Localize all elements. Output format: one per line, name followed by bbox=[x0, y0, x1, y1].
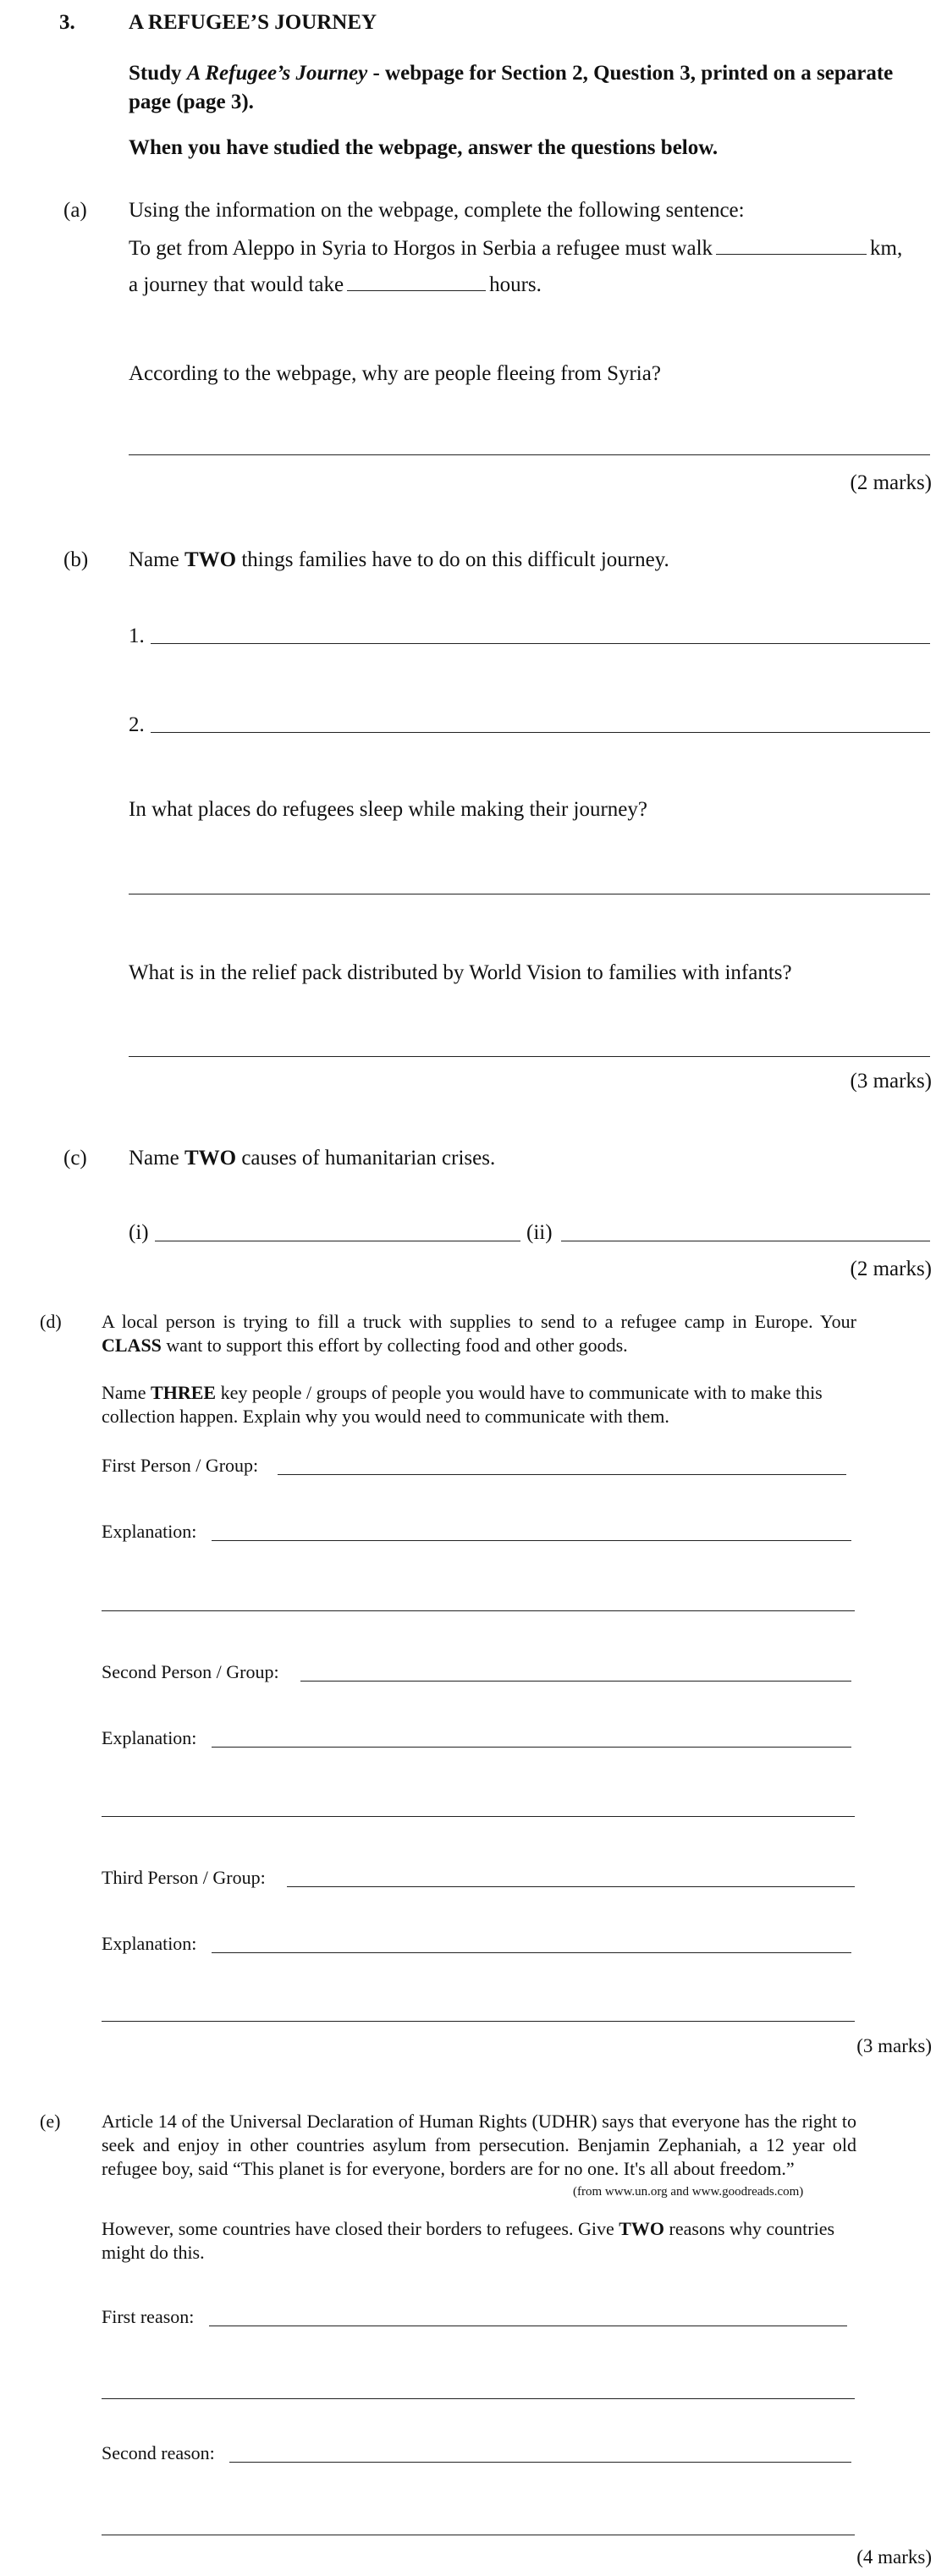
third-explanation-line-2[interactable] bbox=[102, 2021, 855, 2022]
part-b-item-1-line[interactable] bbox=[151, 643, 930, 644]
third-person-line[interactable] bbox=[287, 1886, 855, 1887]
para2-post: reasons why countries might do this. bbox=[102, 2218, 835, 2263]
second-reason-line[interactable] bbox=[229, 2462, 851, 2463]
part-c-marks: (2 marks) bbox=[850, 1258, 932, 1280]
para1-post: want to support this effort by collecting food and other goods. bbox=[161, 1335, 628, 1356]
part-a-prompt: Using the information on the webpage, complete the following sentence: bbox=[129, 199, 745, 222]
intro-italic: A Refugee’s Journey bbox=[186, 62, 368, 85]
second-person-line[interactable] bbox=[300, 1681, 851, 1682]
sentence-1-pre: To get from Aleppo in Syria to Horgos in Serbia a refugee must walk bbox=[129, 237, 713, 260]
second-explanation-line-2[interactable] bbox=[102, 1816, 855, 1817]
hours-answer-field[interactable] bbox=[347, 290, 486, 291]
part-a-marks: (2 marks) bbox=[850, 471, 932, 494]
part-a-question-2: According to the webpage, why are people fleeing from Syria? bbox=[129, 362, 661, 385]
part-b-question-2: In what places do refugees sleep while making their journey? bbox=[129, 798, 647, 821]
para2-bold: THREE bbox=[151, 1382, 217, 1403]
part-b-question-3: What is in the relief pack distributed by World Vision to families with infants? bbox=[129, 961, 792, 984]
part-d-paragraph-1 bbox=[102, 1310, 856, 1357]
para2-pre: Name bbox=[102, 1382, 151, 1403]
part-c-label: (c) bbox=[63, 1147, 87, 1170]
third-explanation-label: Explanation: bbox=[102, 1933, 197, 1954]
part-b-question-3-line[interactable] bbox=[129, 1056, 930, 1057]
part-a-label: (a) bbox=[63, 199, 87, 222]
part-c-i-label: (i) bbox=[129, 1221, 149, 1244]
para1-pre: A local person is trying to fill a truck with supplies to send to a refugee camp in Europe. Your bbox=[102, 1311, 856, 1332]
first-reason-line-2[interactable] bbox=[102, 2398, 855, 2399]
first-person-label: First Person / Group: bbox=[102, 1455, 259, 1476]
part-e-paragraph-2 bbox=[102, 2217, 856, 2265]
part-c-prompt bbox=[129, 1144, 495, 1173]
part-e-marks: (4 marks) bbox=[856, 2546, 932, 2568]
second-reason-label: Second reason: bbox=[102, 2442, 215, 2463]
question-intro bbox=[129, 59, 924, 117]
sentence-2-post: hours. bbox=[489, 273, 542, 296]
part-b-item-2-line[interactable] bbox=[151, 732, 930, 733]
part-c-ii-label: (ii) bbox=[526, 1221, 553, 1244]
part-a-sentence-1 bbox=[129, 234, 902, 263]
intro-prefix: Study bbox=[129, 62, 187, 85]
first-person-line[interactable] bbox=[278, 1474, 846, 1475]
third-explanation-line[interactable] bbox=[212, 1952, 851, 1953]
part-b-label: (b) bbox=[63, 548, 89, 571]
question-title: A REFUGEE’S JOURNEY bbox=[129, 11, 377, 34]
part-a-sentence-2 bbox=[129, 271, 542, 300]
prompt-pre: Name bbox=[129, 1147, 184, 1170]
part-d-label: (d) bbox=[40, 1311, 62, 1332]
part-b-marks: (3 marks) bbox=[850, 1070, 932, 1093]
first-explanation-line-2[interactable] bbox=[102, 1610, 855, 1611]
para2-pre: However, some countries have closed their borders to refugees. Give bbox=[102, 2218, 619, 2239]
part-e-paragraph-1: Article 14 of the Universal Declaration of Human Rights (UDHR) says that everyone has the right to seek and enjoy in other countries asylum from persecution. Benjamin Zephaniah, a 12 year old refugee boy, said “This planet is for everyone, borders are for no one. It's all about freedom.” bbox=[102, 2111, 856, 2179]
part-b-item-1-label: 1. bbox=[129, 625, 145, 647]
para2-bold: TWO bbox=[619, 2218, 665, 2239]
part-b-item-2-label: 2. bbox=[129, 713, 145, 736]
question-number: 3. bbox=[59, 11, 75, 34]
para1-bold: CLASS bbox=[102, 1335, 162, 1356]
third-person-label: Third Person / Group: bbox=[102, 1867, 266, 1888]
prompt-pre: Name bbox=[129, 548, 184, 571]
first-explanation-line[interactable] bbox=[212, 1540, 851, 1541]
first-explanation-label: Explanation: bbox=[102, 1521, 197, 1542]
prompt-bold: TWO bbox=[184, 1147, 237, 1170]
prompt-bold: TWO bbox=[184, 548, 237, 571]
sentence-1-post: km, bbox=[870, 237, 903, 260]
second-explanation-line[interactable] bbox=[212, 1747, 851, 1748]
first-reason-label: First reason: bbox=[102, 2306, 195, 2327]
part-e-source: (from www.un.org and www.goodreads.com) bbox=[573, 2185, 804, 2199]
part-d-paragraph-2 bbox=[102, 1381, 856, 1428]
second-explanation-label: Explanation: bbox=[102, 1727, 197, 1748]
part-a-answer-line[interactable] bbox=[129, 454, 930, 455]
sentence-2-pre: a journey that would take bbox=[129, 273, 344, 296]
intro-suffix: - webpage for Section 2, Question 3, printed on a separate page (page 3). bbox=[129, 62, 894, 113]
prompt-post: causes of humanitarian crises. bbox=[236, 1147, 496, 1170]
km-answer-field[interactable] bbox=[716, 254, 867, 255]
second-person-label: Second Person / Group: bbox=[102, 1661, 279, 1682]
prompt-post: things families have to do on this difficult journey. bbox=[236, 548, 669, 571]
part-d-marks: (3 marks) bbox=[856, 2035, 932, 2056]
para2-post: key people / groups of people you would have to communicate with to make this collection happen. Explain why you would need to communicate with them. bbox=[102, 1382, 823, 1427]
part-e-label: (e) bbox=[40, 2111, 61, 2132]
question-instruction: When you have studied the webpage, answer the questions below. bbox=[129, 136, 719, 159]
part-b-prompt bbox=[129, 546, 669, 575]
